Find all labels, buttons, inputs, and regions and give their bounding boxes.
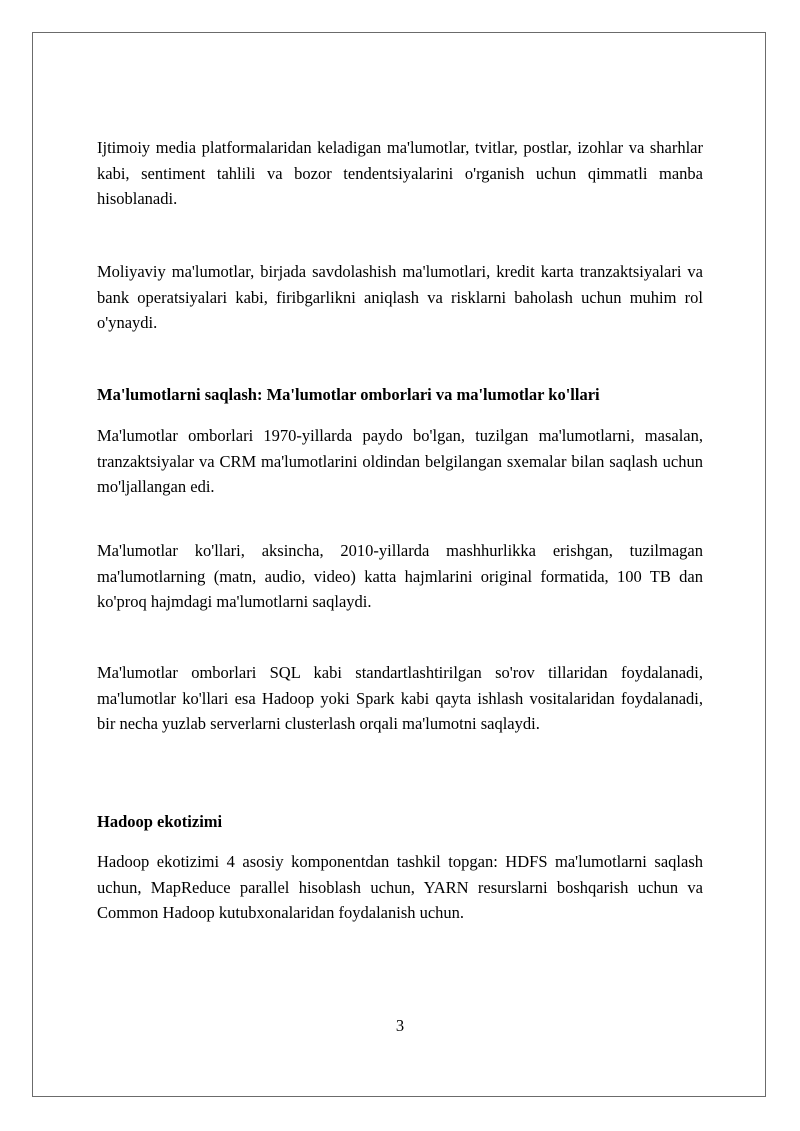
paragraph-financial-data: Moliyaviy ma'lumotlar, birjada savdolashish ma'lumotlari, kredit karta tranzaktsiyalari va bank operatsiyalari kabi, firibgarlikni aniqlash va risklarni baholash uchun muhim rol o'ynaydi. bbox=[97, 262, 703, 332]
paragraph-data-lakes: Ma'lumotlar ko'llari, aksincha, 2010-yillarda mashhurlikka erishgan, tuzilmagan ma'lumotlarning (matn, audio, video) katta hajmlarini original formatida, 100 TB dan ko'proq hajmdagi ma'lumotlarni saqlaydi. bbox=[97, 541, 703, 611]
paragraph-social-media: Ijtimoiy media platformalaridan keladigan ma'lumotlar, tvitlar, postlar, izohlar va sharhlar kabi, sentiment tahlili va bozor tendentsiyalarini o'rganish uchun qimmatli manba hisoblanadi. bbox=[97, 138, 703, 208]
paragraph-data-warehouses: Ma'lumotlar omborlari 1970-yillarda paydo bo'lgan, tuzilgan ma'lumotlarni, masalan, tranzaktsiyalar va CRM ma'lumotlarini oldindan belgilangan sxemalar bilan saqlash uchun mo'ljallangan edi. bbox=[97, 426, 703, 496]
page-number: 3 bbox=[395, 1016, 405, 1035]
heading-data-storage: Ma'lumotlarni saqlash: Ma'lumotlar omborlari va ma'lumotlar ko'llari bbox=[97, 385, 600, 404]
paragraph-sql-vs-hadoop: Ma'lumotlar omborlari SQL kabi standartlashtirilgan so'rov tillaridan foydalanadi, ma'lumotlar ko'llari esa Hadoop yoki Spark kabi qayta ishlash vositalaridan foydalanadi, bir necha yuzlab serverlarni clusterlash orqali ma'lumotni saqlaydi. bbox=[97, 663, 703, 733]
paragraph-hadoop-components: Hadoop ekotizimi 4 asosiy komponentdan tashkil topgan: HDFS ma'lumotlarni saqlash uchun, MapReduce parallel hisoblash uchun, YARN resurslarni boshqarish uchun va Common Hadoop kutubxonalaridan foydalanish uchun. bbox=[97, 852, 703, 922]
heading-hadoop-ecosystem: Hadoop ekotizimi bbox=[97, 812, 223, 831]
